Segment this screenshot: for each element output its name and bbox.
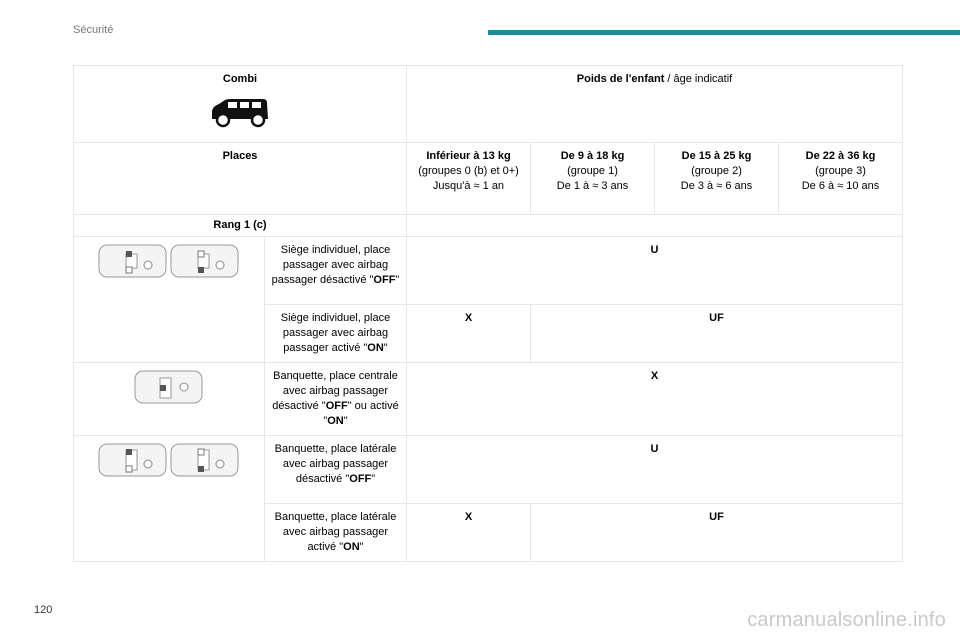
vehicle-label: Combi [222, 73, 258, 85]
row-desc-3: Banquette, place centrale avec airbag passager désactivé "OFF" ou activé "ON" [265, 363, 407, 436]
watermark: carmanualsonline.info [747, 609, 946, 631]
weight-header [407, 66, 903, 143]
diagram-cell-4 [74, 436, 265, 562]
weight-title: Poids de l'enfant [576, 73, 665, 85]
row-value-4: U [407, 436, 903, 504]
bench-side-diagram-icon [98, 442, 240, 480]
vehicle-cell [74, 66, 407, 143]
bench-center-diagram-icon [134, 369, 204, 405]
group-3-header: De 22 à 36 kg (groupe 3) De 6 à ≈ 10 ans [779, 143, 903, 215]
row-value-5-x: X [407, 504, 531, 562]
minivan-icon [209, 97, 271, 129]
row-desc-2: Siège individuel, place passager avec airbag passager activé "ON" [265, 305, 407, 363]
row-value-2-uf: UF [531, 305, 903, 363]
child-seat-table [73, 65, 903, 562]
row-value-1: U [407, 237, 903, 305]
weight-suffix: / âge indicatif [664, 73, 733, 85]
page-number: 120 [34, 604, 53, 616]
row-desc-1: Siège individuel, place passager avec airbag passager désactivé "OFF" [265, 237, 407, 305]
section-header: Sécurité [73, 24, 114, 36]
row-value-2-x: X [407, 305, 531, 363]
front-seats-diagram-icon [98, 243, 240, 281]
row-desc-5: Banquette, place latérale avec airbag passager activé "ON" [265, 504, 407, 562]
row-group-label: Rang 1 (c) [74, 215, 407, 237]
row-value-5-uf: UF [531, 504, 903, 562]
group-0-header: Inférieur à 13 kg (groupes 0 (b) et 0+) Jusqu'à ≈ 1 an [407, 143, 531, 215]
diagram-cell-1 [74, 237, 265, 363]
row-value-3: X [407, 363, 903, 436]
row-group-empty [407, 215, 903, 237]
group-1-header: De 9 à 18 kg (groupe 1) De 1 à ≈ 3 ans [531, 143, 655, 215]
places-header: Places [74, 143, 407, 215]
diagram-cell-3 [74, 363, 265, 436]
group-2-header: De 15 à 25 kg (groupe 2) De 3 à ≈ 6 ans [655, 143, 779, 215]
header-accent-bar [488, 30, 960, 35]
row-desc-4: Banquette, place latérale avec airbag passager désactivé "OFF" [265, 436, 407, 504]
